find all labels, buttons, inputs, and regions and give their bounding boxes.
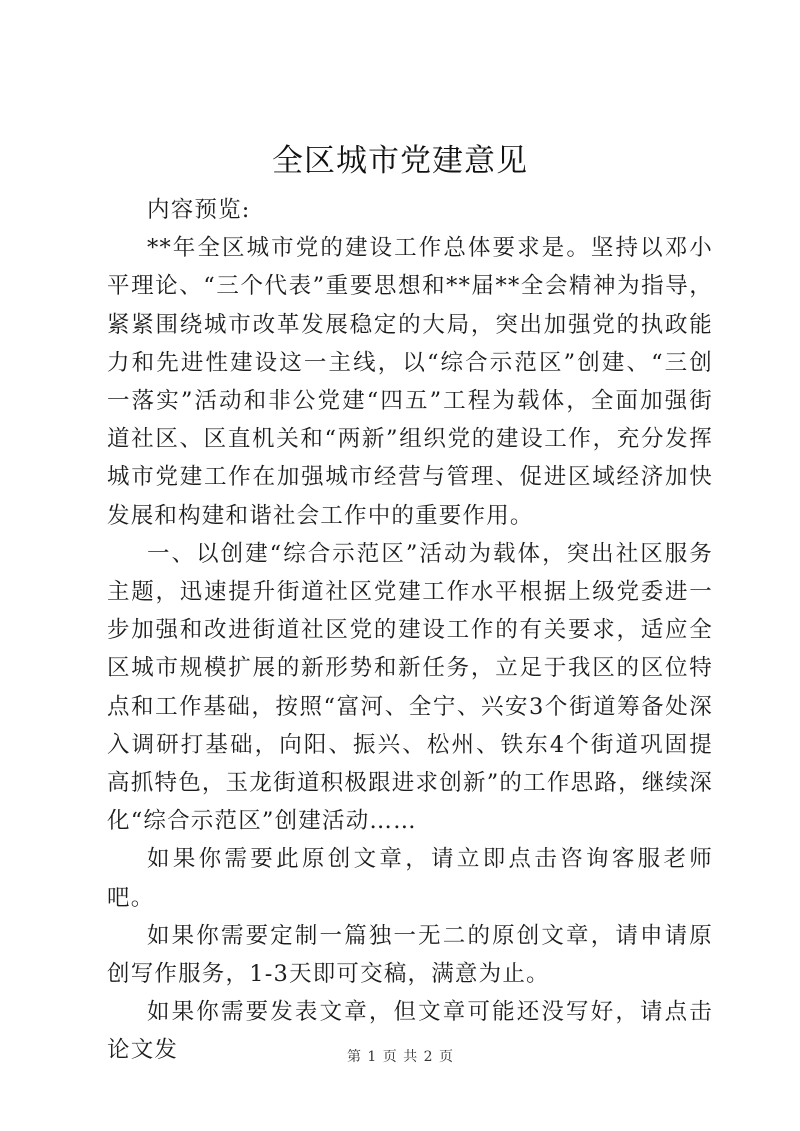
preview-label: 内容预览:	[147, 197, 251, 223]
page-indicator: 第 1 页 共 2 页	[346, 1049, 454, 1065]
paragraph-publish-service[interactable]: 如果你需要发表文章，但文章可能还没写好，请点击论文发	[107, 999, 713, 1064]
document-body	[107, 191, 713, 1070]
paragraph-section-one: 一、以创建“综合示范区”活动为载体，突出社区服务主题，迅速提升街道社区党建工作水平根据上级党委进一步加强和改进街道社区党的建设工作的有关要求，适应全区城市规模扩展的新形势和新任务，立足于我区的区位特点和工作基础，按照“富河、全宁、兴安3个街道筹备处深入调研打基础，向阳、振兴、松州、铁东4个街道巩固提高抓特色，玉龙街道积极跟进求创新”的工作思路，继续深化“综合示范区”创建活动……	[107, 540, 713, 835]
paragraph-general-requirements: **年全区城市党的建设工作总体要求是。坚持以邓小平理论、“三个代表”重要思想和**届**全会精神为指导，紧紧围绕城市改革发展稳定的大局，突出加强党的执政能力和先进性建设这一主线，以“综合示范区”创建、“三创一落实”活动和非公党建“四五”工程为载体，全面加强街道社区、区直机关和“两新”组织党的建设工作，充分发挥城市党建工作在加强城市经营与管理、促进区域经济加快发展和构建和谐社会工作中的重要作用。	[107, 235, 713, 529]
document-title: 全区城市党建意见	[272, 143, 528, 179]
paragraph-consult-service[interactable]: 如果你需要此原创文章，请立即点击咨询客服老师吧。	[107, 846, 713, 911]
paragraph-custom-writing[interactable]: 如果你需要定制一篇独一无二的原创文章，请申请原创写作服务，1-3天即可交稿，满意为止。	[107, 922, 713, 988]
